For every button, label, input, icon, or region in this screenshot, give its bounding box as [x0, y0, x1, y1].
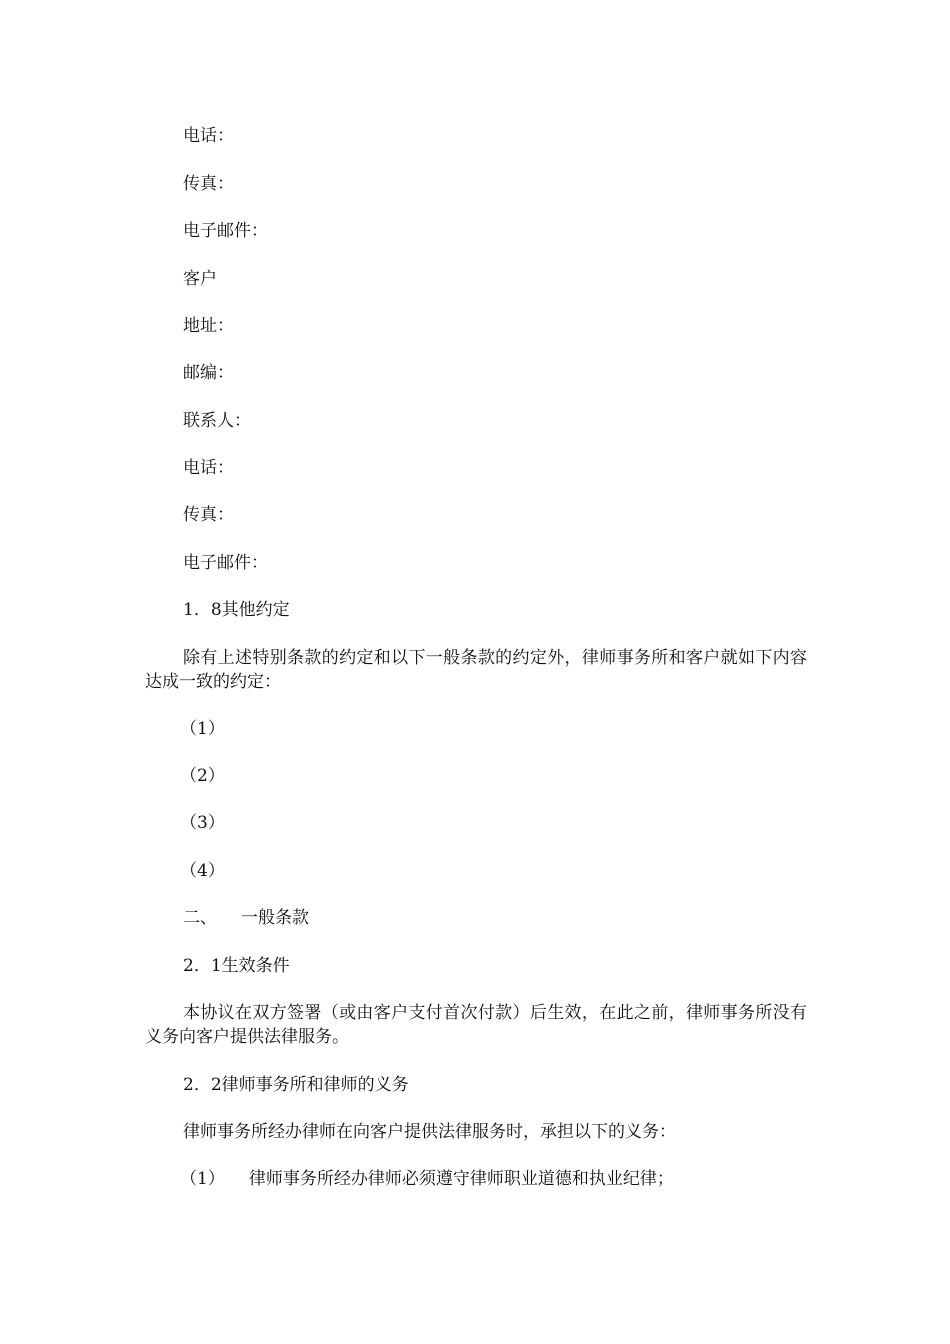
section-2-2-intro: 律师事务所经办律师在向客户提供法律服务时，承担以下的义务：: [183, 1122, 676, 1142]
list-item-1: （1）: [180, 719, 225, 739]
client-heading: 客户: [183, 269, 217, 289]
firm-email-label: 电子邮件：: [183, 221, 268, 241]
list-item-2: （2）: [180, 766, 225, 786]
firm-fax-label: 传真：: [183, 174, 234, 194]
section-2-1-paragraph: 本协议在双方签署（或由客户支付首次付款）后生效，在此之前，律师事务所没有义务向客户提供法律服务。: [145, 1003, 807, 1047]
section-1-8-paragraph: 除有上述特别条款的约定和以下一般条款的约定外，律师事务所和客户就如下内容达成一致的约定：: [145, 648, 807, 692]
section-1-8-title: 1．8其他约定: [183, 600, 290, 620]
firm-phone-label: 电话：: [183, 126, 234, 146]
list-item-3: （3）: [180, 813, 225, 833]
client-contact-person-label: 联系人：: [183, 411, 251, 431]
obligation-item-1-text: 律师事务所经办律师必须遵守律师职业道德和执业纪律；: [248, 1169, 674, 1189]
section-2-1-title: 2．1生效条件: [183, 956, 290, 976]
client-fax-label: 传真：: [183, 505, 234, 525]
obligation-item-1-number: （1）: [180, 1169, 225, 1189]
client-phone-label: 电话：: [183, 458, 234, 478]
client-email-label: 电子邮件：: [183, 553, 268, 573]
part-2-title: 一般条款: [241, 908, 309, 928]
client-postcode-label: 邮编：: [183, 363, 234, 383]
section-2-2-title: 2．2律师事务所和律师的义务: [183, 1075, 409, 1095]
client-address-label: 地址：: [183, 316, 234, 336]
part-2-number: 二、: [183, 908, 217, 928]
part-2-heading: [183, 907, 309, 929]
list-item-4: （4）: [180, 861, 225, 881]
obligation-item-1: [180, 1168, 674, 1190]
